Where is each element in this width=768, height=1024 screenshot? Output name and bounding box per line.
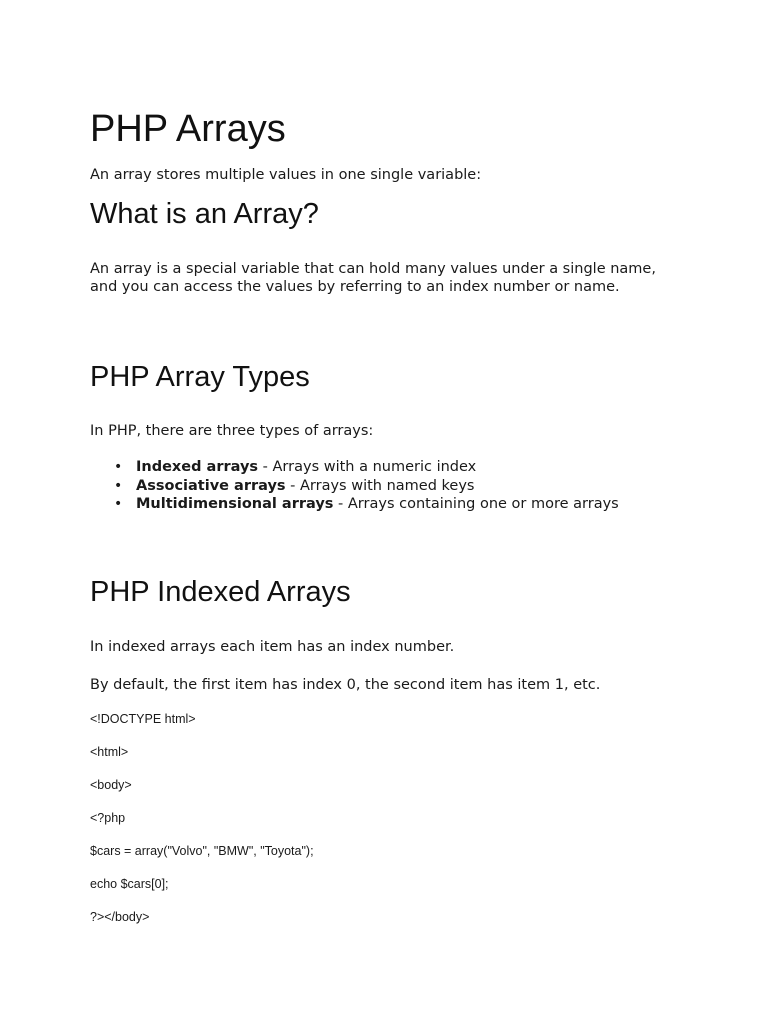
bullet-icon: • [114, 459, 123, 475]
code-line: ?></body> [90, 910, 150, 924]
code-line: <?php [90, 811, 126, 825]
what-line-1: An array is a special variable that can hold many values under a single name, [90, 261, 656, 277]
type-desc: - Arrays with a numeric index [258, 459, 477, 475]
type-desc: - Arrays containing one or more arrays [333, 496, 619, 512]
list-item [90, 495, 619, 514]
list-item [90, 477, 619, 496]
page-title: PHP Arrays [90, 108, 286, 150]
what-heading: What is an Array? [90, 198, 319, 230]
indexed-text-1: In indexed arrays each item has an index number. [90, 639, 455, 655]
types-intro: In PHP, there are three types of arrays: [90, 423, 374, 439]
indexed-heading: PHP Indexed Arrays [90, 576, 351, 608]
code-line: echo $cars[0]; [90, 877, 169, 891]
intro-text: An array stores multiple values in one single variable: [90, 167, 482, 183]
type-term: Multidimensional arrays [136, 496, 334, 512]
code-line: <!DOCTYPE html> [90, 712, 196, 726]
type-term: Indexed arrays [136, 459, 259, 475]
type-term: Associative arrays [136, 477, 286, 494]
list-item [90, 458, 619, 477]
type-desc: - Arrays with named keys [285, 477, 475, 494]
indexed-text-2: By default, the first item has index 0, the second item has item 1, etc. [90, 677, 601, 693]
code-line: <html> [90, 745, 129, 759]
code-line: $cars = array("Volvo", "BMW", "Toyota"); [90, 844, 314, 858]
what-line-2: and you can access the values by referring to an index number or name. [90, 279, 620, 295]
code-line: <body> [90, 778, 132, 792]
types-list [90, 458, 619, 514]
types-heading: PHP Array Types [90, 361, 310, 393]
bullet-icon: • [114, 496, 123, 512]
bullet-icon: • [114, 477, 123, 494]
